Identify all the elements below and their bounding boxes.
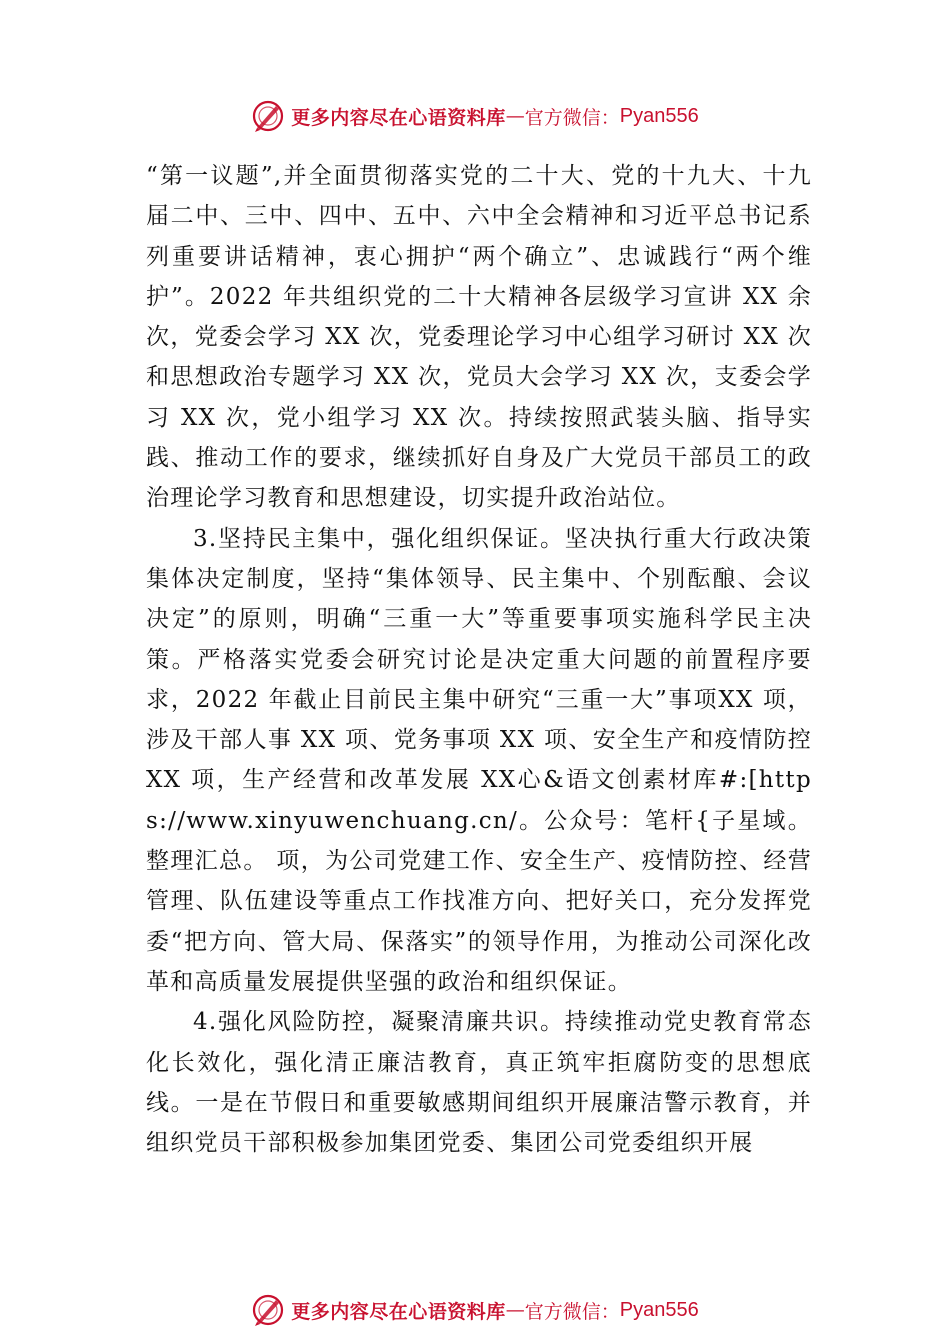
header-separator: —	[505, 105, 525, 127]
header-wechat-handle: Pyan556	[619, 104, 699, 127]
pen-seal-icon	[251, 99, 285, 133]
footer-official-label: 官方微信：	[524, 1300, 620, 1323]
document-body	[146, 156, 812, 1163]
paragraph-3: 4.强化风险防控，凝聚清廉共识。持续推动党史教育常态化长效化，强化清正廉洁教育，真正筑牢拒腐防变的思想底线。一是在节假日和重要敏感期间组织开展廉洁警示教育，并组织党员干部积极参加集团党委、集团公司党委组织开展	[146, 1009, 812, 1157]
header-brand-text: 更多内容尽在心语资料库	[291, 106, 506, 129]
paragraph-1: “第一议题”,并全面贯彻落实党的二十大、党的十九大、十九届二中、三中、四中、五中、六中全会精神和习近平总书记系列重要讲话精神，衷心拥护“两个确立”、忠诚践行“两个维护”。2022 年共组织党的二十大精神各层级学习宣讲 XX 余次，党委会学习 XX 次，党委理论学习中心组学习研讨 XX 次和思想政治专题学习 XX 次，党员大会学习 XX 次，支委会学习 XX 次，党小组学习 XX 次。持续按照武装头脑、指导实践、推动工作的要求，继续抓好自身及广大党员干部员工的政治理论学习教育和思想建设，切实提升政治站位。	[146, 163, 812, 512]
paragraph-2: 3.坚持民主集中，强化组织保证。坚决执行重大行政决策集体决定制度，坚持“集体领导、民主集中、个别酝酿、会议决定”的原则，明确“三重一大”等重要事项实施科学民主决策。严格落实党委会研究讨论是决定重大问题的前置程序要求，2022 年截止目前民主集中研究“三重一大”事项XX 项，涉及干部人事 XX 项、党务事项 XX 项、安全生产和疫情防控 XX 项，生产经营和改革发展 XX心&语文创素材库#:[https://www.xinyuwenchuang.cn/。公众号：笔杆{子星域。整理汇总。 项，为公司党建工作、安全生产、疫情防控、经营管理、队伍建设等重点工作找准方向、把好关口，充分发挥党委“把方向、管大局、保落实”的领导作用，为推动公司深化改革和高质量发展提供坚强的政治和组织保证。	[146, 525, 812, 995]
footer-brand-text: 更多内容尽在心语资料库	[291, 1300, 506, 1323]
header-official-label: 官方微信：	[524, 106, 620, 129]
footer-wechat-handle: Pyan556	[619, 1298, 699, 1321]
pen-seal-icon	[251, 1293, 285, 1327]
footer-separator: —	[505, 1299, 525, 1321]
footer-watermark	[0, 1290, 950, 1330]
header-watermark	[0, 96, 950, 136]
